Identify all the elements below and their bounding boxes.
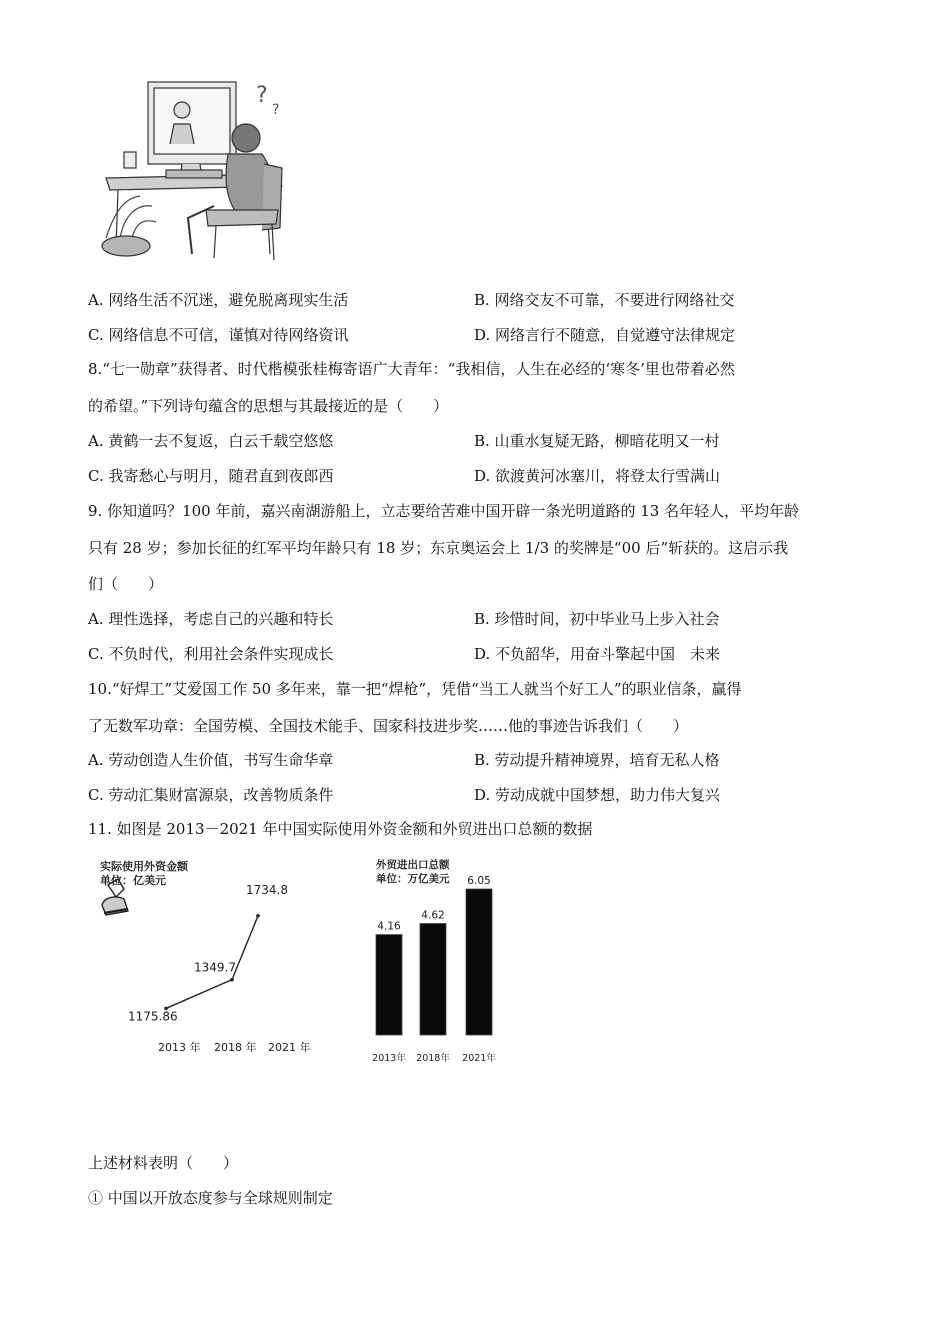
- screen-person-head: [174, 102, 190, 118]
- q9-option-a: A. 理性选择，考虑自己的兴趣和特长: [88, 610, 334, 628]
- q9-option-d: D. 不负韶华，用奋斗擎起中国 未来: [474, 645, 721, 663]
- bar-data-label: 4.16: [377, 920, 401, 933]
- bar: [376, 935, 402, 1035]
- line-x-tick-label: 2018 年: [214, 1041, 257, 1054]
- q8-option-a: A. 黄鹤一去不复返，白云千载空悠悠: [88, 432, 334, 450]
- line-x-tick-label: 2013 年: [158, 1041, 201, 1054]
- bar-data-label: 4.62: [421, 909, 445, 922]
- bar-x-tick-label: 2021年: [462, 1053, 496, 1064]
- chair-seat: [206, 210, 278, 226]
- q10-option-c: C. 劳动汇集财富源泉，改善物质条件: [88, 786, 334, 804]
- line-point: [230, 978, 234, 982]
- svg-text:?: ?: [256, 83, 268, 108]
- line-data-label: 1175.86: [128, 1009, 178, 1024]
- q7-option-c: C. 网络信息不可信，谨慎对待网络资讯: [88, 326, 349, 344]
- q10-option-b: B. 劳动提升精神境界，培育无私人格: [474, 751, 720, 769]
- line-chart-title: 实际使用外资金额: [100, 860, 188, 873]
- q9-option-b: B. 珍惜时间，初中毕业马上步入社会: [474, 610, 720, 628]
- bar-x-tick-label: 2018年: [416, 1053, 450, 1064]
- bar: [420, 924, 446, 1035]
- person-head: [232, 124, 260, 152]
- computer-user-cartoon: [96, 78, 288, 268]
- q10-option-a: A. 劳动创造人生价值，书写生命华章: [88, 751, 334, 769]
- q11-after-text: 上述材料表明（ ）: [88, 1154, 239, 1172]
- q9-option-c: C. 不负时代，利用社会条件实现成长: [88, 645, 334, 663]
- bar-chart-svg: [368, 855, 508, 1067]
- q8-option-c: C. 我寄愁心与明月，随君直到夜郎西: [88, 467, 334, 485]
- q10-option-d: D. 劳动成就中国梦想，助力伟大复兴: [474, 786, 721, 804]
- q11-item-1: ① 中国以开放态度参与全球规则制定: [88, 1189, 333, 1207]
- foreign-trade-bar-chart: [368, 855, 508, 1067]
- svg-text:?: ?: [272, 102, 280, 118]
- monitor-screen: [154, 88, 230, 154]
- bar: [466, 889, 492, 1035]
- q9-stem-line3: 们（ ）: [88, 575, 164, 593]
- q8-stem-line2: 的希望。”下列诗句蕴含的思想与其最接近的是（ ）: [88, 397, 449, 415]
- line-data-label: 1734.8: [246, 882, 288, 897]
- bar-chart-title: 外贸进出口总额: [376, 859, 450, 871]
- q8-stem-line1: 8.“七一勋章”获得者、时代楷模张桂梅寄语广大青年：“我相信，人生在必经的‘寒冬’里也带着必然: [88, 360, 735, 378]
- q9-stem-line2: 只有 28 岁；参加长征的红军平均年龄只有 18 岁；东京奥运会上 1/3 的奖牌是“00 后”斩获的。这启示我: [88, 539, 789, 557]
- q7-option-b: B. 网络交友不可靠，不要进行网络社交: [474, 291, 735, 309]
- q8-option-d: D. 欲渡黄河冰塞川，将登太行雪满山: [474, 467, 721, 485]
- screen-person-body: [170, 124, 194, 144]
- q9-stem-line1: 9. 你知道吗？100 年前，嘉兴南湖游船上，立志要给苦难中国开辟一条光明道路的 13 名年轻人，平均年龄: [88, 502, 800, 520]
- cartoon-illustration: [96, 78, 288, 268]
- foreign-investment-line-chart: [94, 855, 334, 1065]
- line-point: [256, 914, 260, 918]
- q11-stem-line1: 11. 如图是 2013－2021 年中国实际使用外资金额和外贸进出口总额的数据: [88, 820, 593, 838]
- bar-data-label: 6.05: [467, 875, 491, 887]
- line-x-tick-label: 2021 年: [268, 1041, 311, 1054]
- q7-option-d: D. 网络言行不随意，自觉遵守法律规定: [474, 326, 736, 344]
- q10-stem-line1: 10.“好焊工”艾爱国工作 50 多年来，靠一把“焊枪”，凭借“当工人就当个好工人”的职业信条，赢得: [88, 680, 742, 698]
- bar-x-tick-label: 2013年: [372, 1053, 406, 1064]
- line-chart-svg: [94, 855, 334, 1065]
- plant-pot: [102, 236, 150, 256]
- q7-option-a: A. 网络生活不沉迷，避免脱离现实生活: [88, 291, 349, 309]
- line-data-label: 1349.7: [194, 960, 236, 975]
- line-chart-unit: 单位：亿美元: [100, 874, 166, 887]
- q10-stem-line2: 了无数军功章：全国劳模、全国技术能手、国家科技进步奖……他的事迹告诉我们（ ）: [88, 717, 689, 735]
- q8-option-b: B. 山重水复疑无路，柳暗花明又一村: [474, 432, 720, 450]
- bar-chart-unit: 单位：万亿美元: [376, 873, 450, 885]
